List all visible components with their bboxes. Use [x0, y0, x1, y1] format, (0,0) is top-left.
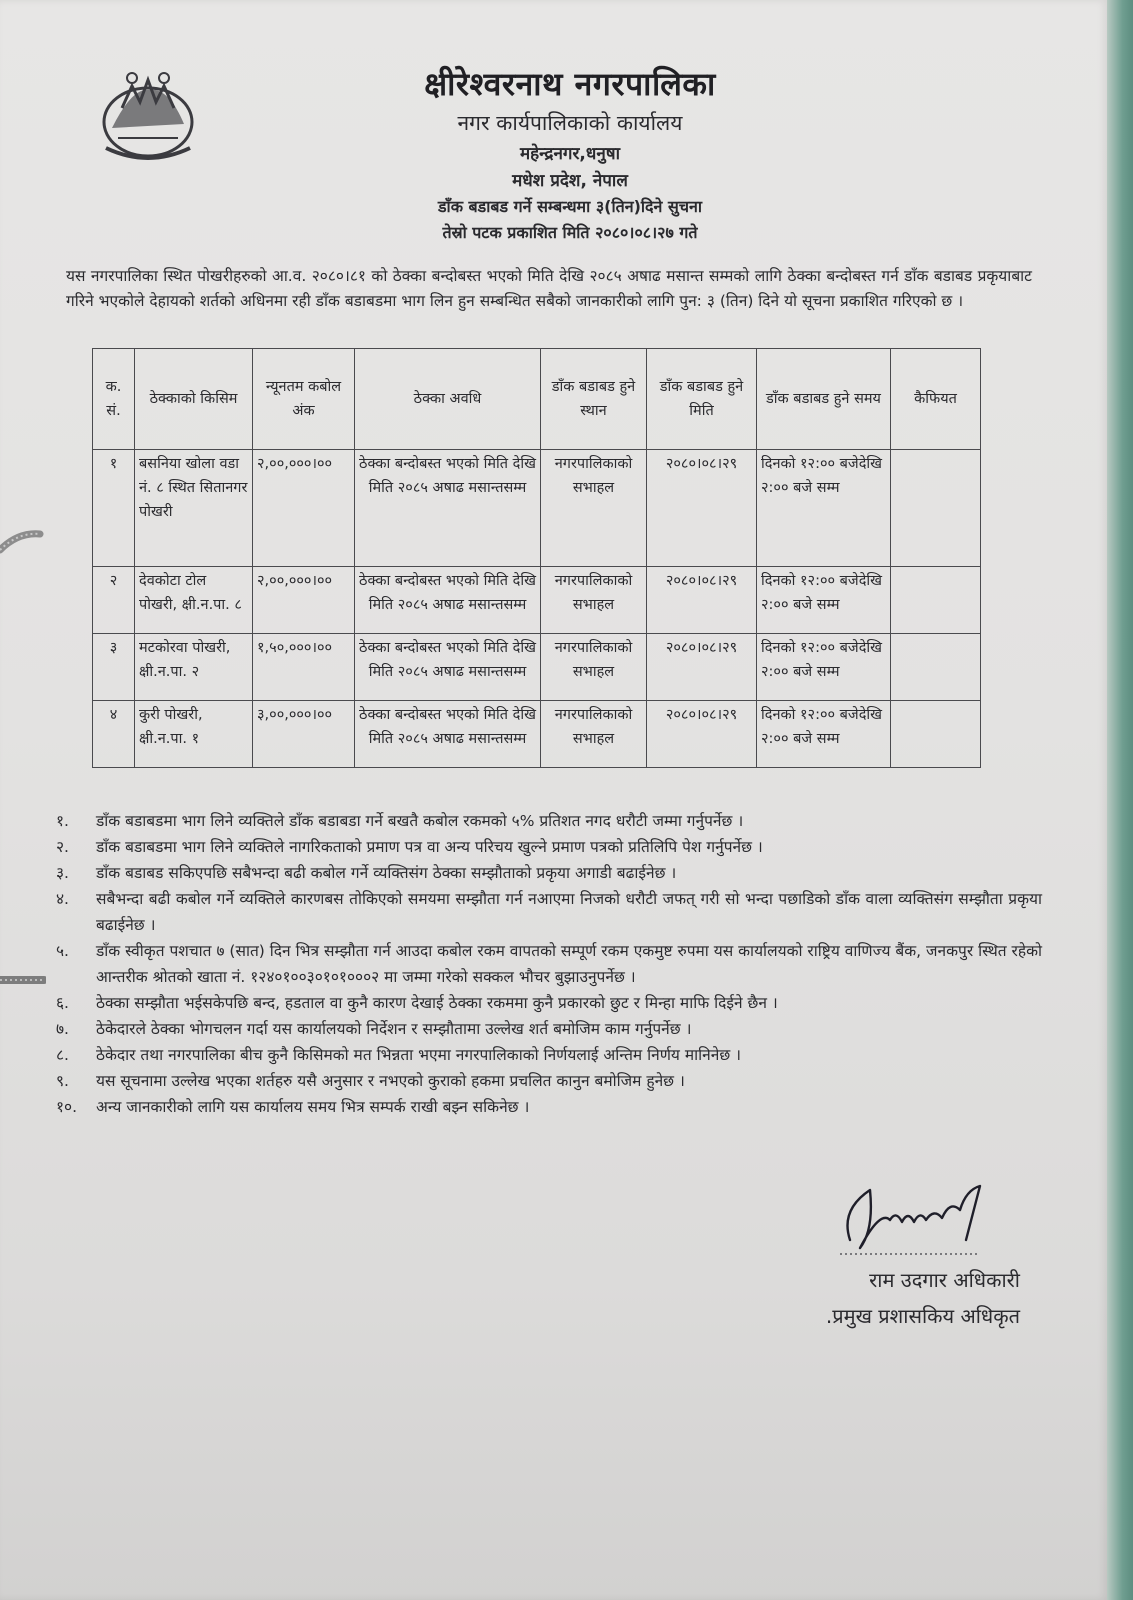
notice-title: डाँक बडाबड गर्ने सम्बन्धमा ३(तिन)दिने सुचना — [437, 197, 702, 216]
cell-auction-date: २०८०।०८।२९ — [647, 701, 757, 768]
condition-text: यस सूचनामा उल्लेख भएका शर्तहरु यसै अनुसार र नभएको कुराको हकमा प्रचलित कानुन बमोजिम हुनेछ । — [96, 1072, 685, 1090]
condition-text: ठेकेदारले ठेक्का भोगचलन गर्दा यस कार्यालयको निर्देशन र सम्झौतामा उल्लेख शर्त बमोजिम काम गर्नुपर्नेछ । — [96, 1020, 692, 1038]
cell-auction-date: २०८०।०८।२९ — [647, 567, 757, 634]
background-edge — [1107, 0, 1133, 1600]
condition-number: ९. — [56, 1072, 69, 1090]
cell-remarks — [891, 634, 981, 701]
table-row — [93, 450, 981, 567]
cell-serial: २ — [93, 567, 135, 634]
header-serial: क. सं. — [93, 349, 135, 450]
cell-contract-type: कुरी पोखरी, क्षी.न.पा. १ — [135, 701, 253, 768]
condition-text: डाँक बडाबडमा भाग लिने व्यक्तिले डाँक बडाबडा गर्ने बखतै कबोल रकमको ५% प्रतिशत नगद धरौटी जम्मा गर्नुपर्नेछ । — [96, 812, 744, 830]
condition-text: अन्य जानकारीको लागि यस कार्यालय समय भित्र सम्पर्क राखी बझ्न सकिनेछ । — [96, 1098, 530, 1116]
condition-text: ठेकेदार तथा नगरपालिका बीच कुनै किसिमको मत भिन्नता भएमा नगरपालिकाको निर्णयलाई अन्तिम निर्णय मानिनेछ । — [96, 1046, 742, 1064]
list-item — [56, 808, 1042, 834]
condition-number: १. — [56, 812, 69, 830]
cell-contract-duration: ठेक्का बन्दोबस्त भएको मिति देखि मिति २०८५ अषाढ मसान्तसम्म — [355, 450, 541, 567]
office-address-line2: मधेश प्रदेश, नेपाल — [512, 171, 628, 191]
condition-number: ४. — [56, 890, 69, 908]
government-emblem-icon — [92, 68, 204, 168]
cell-contract-type: मटकोरवा पोखरी, क्षी.न.पा. २ — [135, 634, 253, 701]
condition-number: ३. — [56, 864, 69, 882]
cell-serial: ३ — [93, 634, 135, 701]
cell-contract-type: देवकोटा टोल पोखरी, क्षी.न.पा. ८ — [135, 567, 253, 634]
conditions-list — [56, 808, 1042, 1120]
header-contract-duration: ठेक्का अवधि — [355, 349, 541, 450]
cell-auction-time: दिनको १२:०० बजेदेखि २:०० बजे सम्म — [757, 634, 891, 701]
cell-auction-time: दिनको १२:०० बजेदेखि २:०० बजे सम्म — [757, 701, 891, 768]
list-item — [56, 990, 1042, 1016]
list-item — [56, 1094, 1042, 1120]
signatory-block — [770, 1262, 1020, 1334]
list-item — [56, 938, 1042, 990]
condition-text: ठेक्का सम्झौता भईसकेपछि बन्द, हडताल वा कुनै कारण देखाई ठेक्का रकममा कुनै प्रकारको छुट र मिन्हा माफि दिईने छैन । — [96, 994, 778, 1012]
table-row — [93, 567, 981, 634]
condition-text: सबैभन्दा बढी कबोल गर्ने व्यक्तिले कारणबस तोकिएको समयमा सम्झौता गर्न नआएमा निजको धरौटी जफत् गरी सो भन्दा पछाडिको डाँक वाला व्यक्तिसंग सम्झौता प्रकृया बढाईनेछ । — [96, 890, 1042, 934]
header-contract-type: ठेक्काको किसिम — [135, 349, 253, 450]
condition-number: ७. — [56, 1020, 69, 1038]
header-auction-place: डाँक बडाबड हुने स्थान — [541, 349, 647, 450]
office-address-line1: महेन्द्रनगर,धनुषा — [519, 144, 620, 164]
cell-minimum-bid: १,५०,०००।०० — [253, 634, 355, 701]
cell-remarks — [891, 567, 981, 634]
cell-minimum-bid: २,००,०००।०० — [253, 450, 355, 567]
signatory-name: राम उदगार अधिकारी — [869, 1268, 1020, 1292]
condition-number: २. — [56, 838, 69, 856]
cell-serial: ४ — [93, 701, 135, 768]
list-item — [56, 860, 1042, 886]
cell-remarks — [891, 450, 981, 567]
cell-contract-duration: ठेक्का बन्दोबस्त भएको मिति देखि मिति २०८५ अषाढ मसान्तसम्म — [355, 567, 541, 634]
cell-auction-date: २०८०।०८।२९ — [647, 450, 757, 567]
cell-minimum-bid: ३,००,०००।०० — [253, 701, 355, 768]
binder-ring-icon — [0, 528, 46, 556]
cell-contract-duration: ठेक्का बन्दोबस्त भएको मिति देखि मिति २०८५ अषाढ मसान्तसम्म — [355, 701, 541, 768]
intro-paragraph: यस नगरपालिका स्थित पोखरीहरुको आ.व. २०८०।८१ को ठेक्का बन्दोबस्त भएको मिति देखि २०८५ अषाढ मसान्त सम्मको लागि ठेक्का बन्दोबस्त गर्न डाँक बडाबड प्रकृयाबाट गरिने भएकोले देहायको शर्तको अधिनमा रही डाँक बडाबडमा भाग लिन हुन सम्बन्धित सबैको जानकारीको लागि पुन: ३ (तिन) दिने यो सूचना प्रकाशित गरिएको छ । — [66, 267, 1032, 310]
header-remarks: कैफियत — [891, 349, 981, 450]
cell-remarks — [891, 701, 981, 768]
header-minimum-bid: न्यूनतम कबोल अंक — [253, 349, 355, 450]
condition-number: ६. — [56, 994, 69, 1012]
office-title: क्षीरेश्वरनाथ नगरपालिका — [424, 65, 716, 103]
letterhead — [200, 58, 940, 243]
cell-auction-place: नगरपालिकाको सभाहल — [541, 701, 647, 768]
list-item — [56, 1068, 1042, 1094]
condition-text: डाँक बडाबड सकिएपछि सबैभन्दा बढी कबोल गर्ने व्यक्तिसंग ठेक्का सम्झौताको प्रकृया अगाडी बढाईनेछ । — [96, 864, 677, 882]
cell-auction-place: नगरपालिकाको सभाहल — [541, 634, 647, 701]
table-row — [93, 634, 981, 701]
list-item — [56, 1016, 1042, 1042]
cell-contract-type: बसनिया खोला वडा नं. ८ स्थित सितानगर पोखरी — [135, 450, 253, 567]
cell-auction-place: नगरपालिकाको सभाहल — [541, 450, 647, 567]
office-subtitle: नगर कार्यपालिकाको कार्यालय — [457, 111, 683, 135]
signatory-designation: .प्रमुख प्रशासकिय अधिकृत — [825, 1304, 1020, 1328]
condition-text: डाँक बडाबडमा भाग लिने व्यक्तिले नागरिकताको प्रमाण पत्र वा अन्य परिचय खुल्ने प्रमाण पत्रको प्रतिलिपि पेश गर्नुपर्नेछ । — [96, 838, 763, 856]
handwritten-signature — [830, 1170, 1000, 1260]
cell-auction-time: दिनको १२:०० बजेदेखि २:०० बजे सम्म — [757, 567, 891, 634]
condition-number: १०. — [56, 1098, 78, 1116]
auction-table — [92, 348, 981, 768]
cell-serial: १ — [93, 450, 135, 567]
header-auction-time: डाँक बडाबड हुने समय — [757, 349, 891, 450]
notice-publish-date: तेस्रो पटक प्रकाशित मिति २०८०।०८।२७ गते — [442, 223, 698, 242]
cell-auction-place: नगरपालिकाको सभाहल — [541, 567, 647, 634]
condition-number: ५. — [56, 942, 69, 960]
cell-minimum-bid: २,००,०००।०० — [253, 567, 355, 634]
binder-ring-icon — [0, 966, 46, 994]
list-item — [56, 1042, 1042, 1068]
list-item — [56, 834, 1042, 860]
list-item — [56, 886, 1042, 938]
condition-number: ८. — [56, 1046, 69, 1064]
cell-auction-time: दिनको १२:०० बजेदेखि २:०० बजे सम्म — [757, 450, 891, 567]
condition-text: डाँक स्वीकृत पशचात ७ (सात) दिन भित्र सम्झौता गर्न आउदा कबोल रकम वापतको सम्पूर्ण रकम एकमुष्ट रुपमा यस कार्यालयको राष्ट्रिय वाणिज्य बैंक, जनकपुर स्थित रहेको आन्तरीक श्रोतको खाता नं. १२४०१००३०१०१०००२ मा जम्मा गरेको सक्कल भौचर बुझाउनुपर्नेछ । — [96, 942, 1042, 986]
cell-auction-date: २०८०।०८।२९ — [647, 634, 757, 701]
table-header-row — [93, 349, 981, 450]
cell-contract-duration: ठेक्का बन्दोबस्त भएको मिति देखि मिति २०८५ अषाढ मसान्तसम्म — [355, 634, 541, 701]
header-auction-date: डाँक बडाबड हुने मिति — [647, 349, 757, 450]
table-row — [93, 701, 981, 768]
